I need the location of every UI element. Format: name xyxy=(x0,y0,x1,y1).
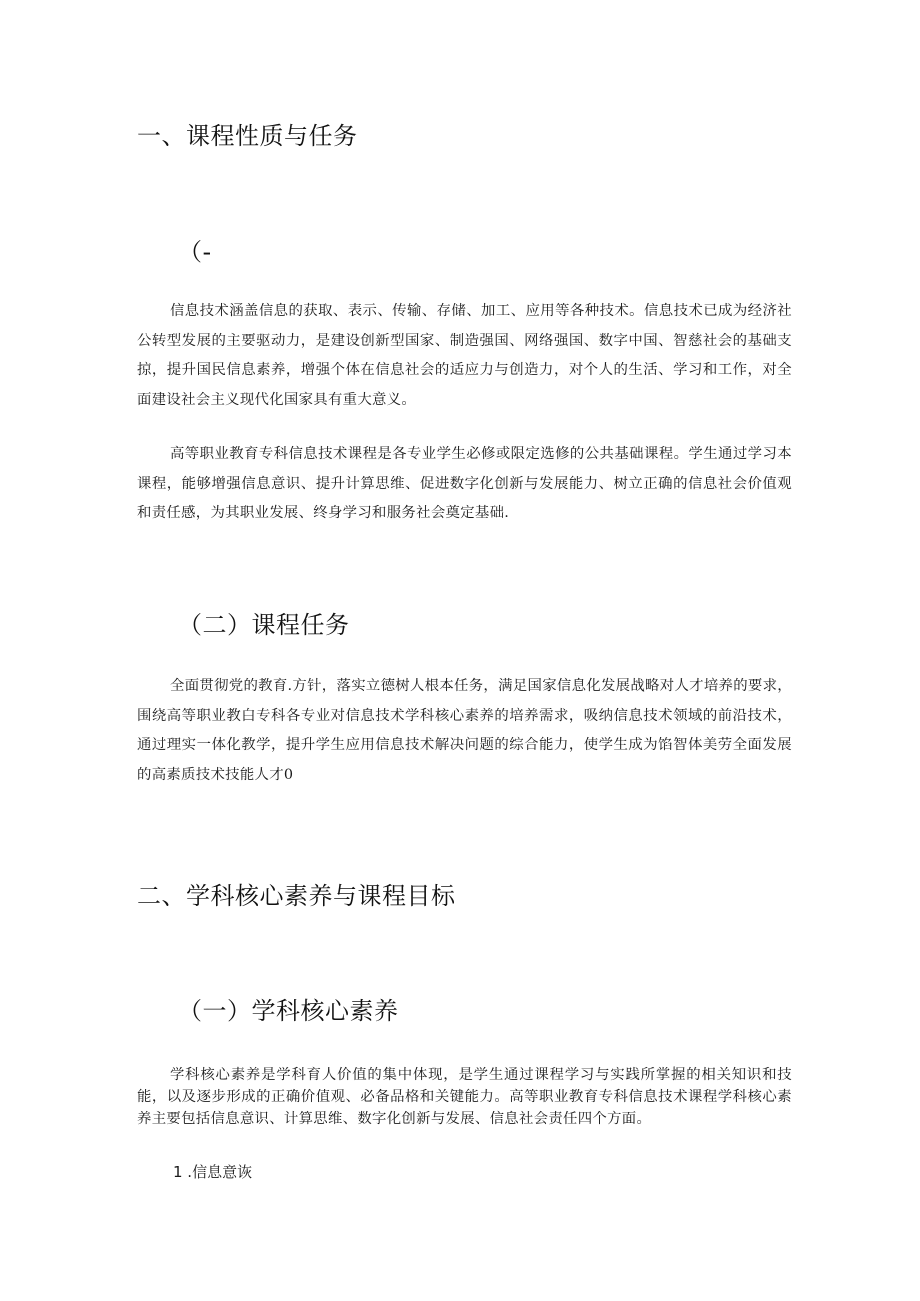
paragraph-core-literacy: 学科核心素养是学科育人价值的集中体现，是学生通过课程学习与实践所掌握的相关知识和技能，以及逐步形成的正确价值观、必备品格和关键能力。高等职业教育专科信息技术课程学科核心素养主要包括信息意识、计算思维、数字化创新与发展、信息社会责任四个方面。 xyxy=(137,1067,792,1127)
subsection-heading-core-literacy: （一）学科核心素养 xyxy=(178,997,399,1025)
subsection-heading-course-tasks: （二）课程任务 xyxy=(178,611,350,639)
section-heading-1: 一、课程性质与任务 xyxy=(137,122,358,150)
paragraph-course-nature: 高等职业教育专科信息技术课程是各专业学生必修或限定选修的公共基础课程。学生通过学习本课程，能够增强信息意识、提升计算思维、促进数字化创新与发展能力、树立正确的信息社会价值观和责任感，为其职业发展、终身学习和服务社会奠定基础. xyxy=(137,446,792,521)
list-item-information-awareness: 1 .信息意诙 xyxy=(173,1163,253,1181)
paragraph-info-tech-definition: 信息技术涵盖信息的获取、表示、传输、存储、加工、应用等各种技术。信息技术已成为经济社公转型发展的主要驱动力，是建设创新型国家、制造强国、网络强国、数字中国、智慈社会的基础支掠，提升国民信息素养，增强个体在信息社会的适应力与创造力，对个人的生活、学习和工作，对全面建设社会主义现代化国家具有重大意义。 xyxy=(137,303,792,408)
paragraph-course-tasks: 全面贯彻党的教育.方针，落实立德树人根本任务，满足国家信息化发展战略对人才培养的要求，围绕高等职业教白专科各专业对信息技术学科核心素养的培养需求，吸纳信息技术领域的前沿技术，通过理实一体化教学，提升学生应用信息技术解决问题的综合能力，使学生成为馅智体美劳全面发展的高素质技术技能人才0 xyxy=(137,678,792,783)
section-heading-2: 二、学科核心素养与课程目标 xyxy=(137,882,456,910)
subsection-heading-1-1: （- xyxy=(178,238,212,266)
